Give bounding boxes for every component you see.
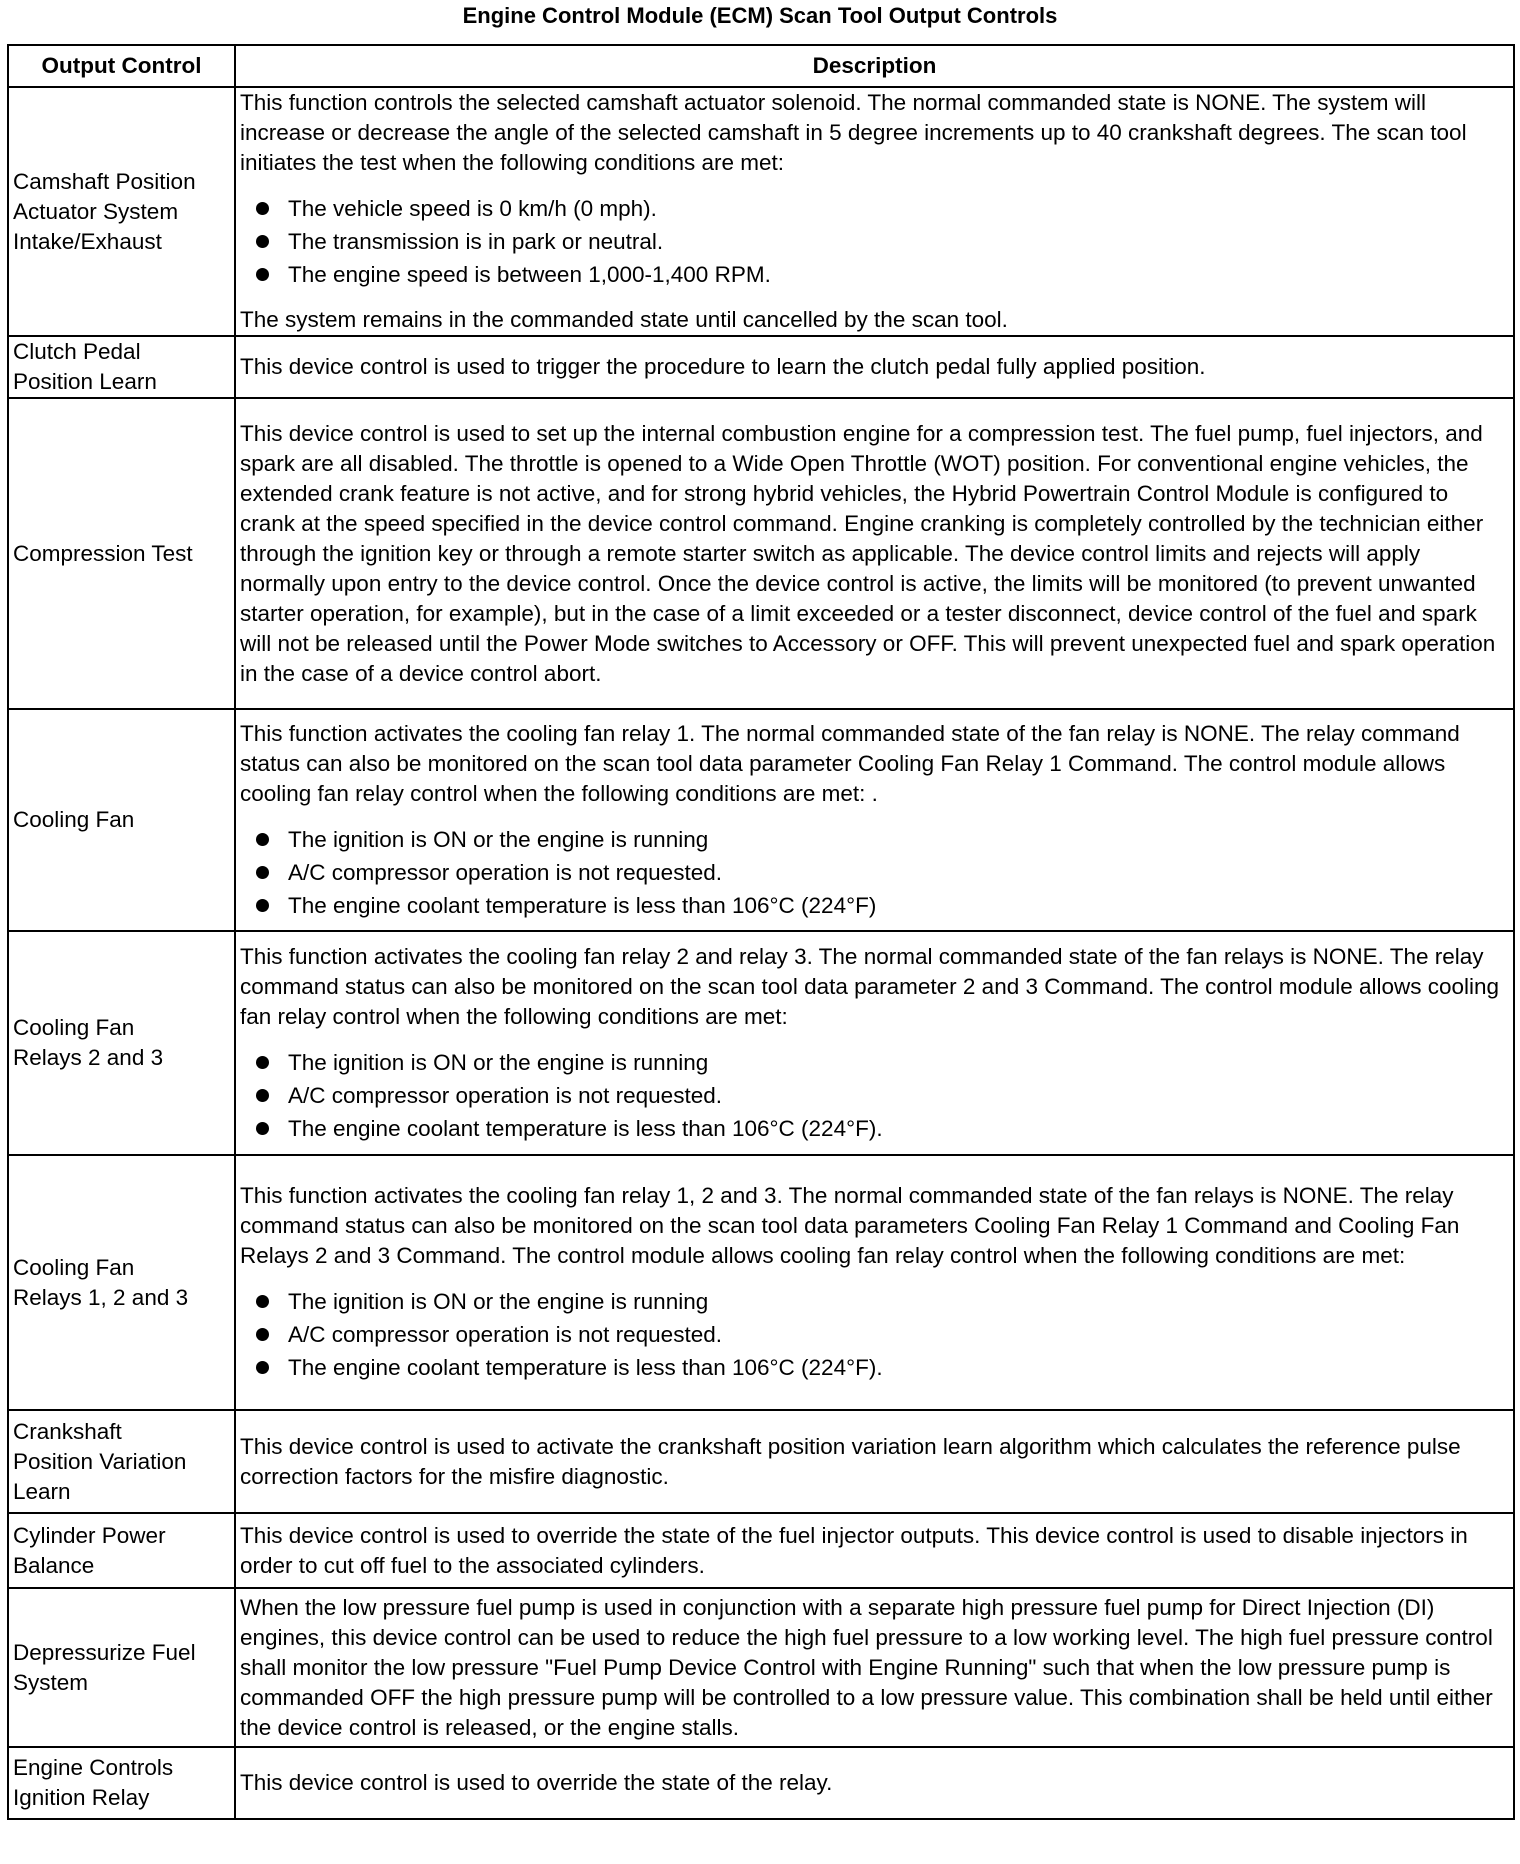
column-header-description: Description	[235, 45, 1514, 87]
output-control-name: Cooling Fan Relays 2 and 3	[8, 931, 235, 1155]
list-item	[252, 1112, 1507, 1145]
condition-list	[240, 192, 1507, 291]
column-header-output-control: Output Control	[8, 45, 235, 87]
page-title: Engine Control Module (ECM) Scan Tool Output Controls	[462, 3, 1058, 28]
list-item	[252, 1079, 1507, 1112]
output-control-name: Clutch Pedal Position Learn	[8, 336, 235, 398]
description-text: This device control is used to override the state of the relay.	[240, 1770, 833, 1795]
bullet-icon	[256, 833, 269, 846]
list-item-text: The ignition is ON or the engine is running	[288, 826, 709, 852]
bullet-icon	[256, 1122, 269, 1135]
table-row	[8, 398, 1514, 709]
list-item-text: The engine coolant temperature is less than 106°C (224°F).	[288, 1355, 883, 1380]
list-item	[252, 225, 1507, 258]
output-control-name: Cooling Fan	[8, 709, 235, 931]
description-cell	[235, 336, 1514, 398]
description-text: This function activates the cooling fan relay 1, 2 and 3. The normal commanded state of the fan relays is NONE. The relay command status can also be monitored on the scan tool data parameters Cooling Fan Relay 1 Command and Cooling Fan Relays 2 and 3 Command. The control module allows cooling fan relay control when the following conditions are met:	[240, 1183, 1460, 1268]
list-item-text: A/C compressor operation is not requested.	[288, 1082, 722, 1108]
list-item	[252, 889, 1507, 922]
table-row	[8, 1513, 1514, 1588]
bullet-icon	[256, 1089, 269, 1102]
bullet-icon	[256, 1295, 269, 1308]
bullet-icon	[256, 1056, 269, 1069]
table-row	[8, 1155, 1514, 1410]
list-item	[252, 856, 1507, 889]
output-control-name: Depressurize Fuel System	[8, 1588, 235, 1747]
description-cell	[235, 1410, 1514, 1513]
output-control-name: Engine Controls Ignition Relay	[8, 1747, 235, 1819]
list-item-text: The transmission is in park or neutral.	[288, 229, 664, 254]
output-control-name: Crankshaft Position Variation Learn	[8, 1410, 235, 1513]
description-text: This function activates the cooling fan relay 1. The normal commanded state of the fan relay is NONE. The relay command status can also be monitored on the scan tool data parameter Cooling Fan Relay 1 Command. The control module allows cooling fan relay control when the following conditions are met: .	[240, 720, 1460, 806]
bullet-icon	[256, 268, 269, 281]
list-item	[252, 1351, 1507, 1384]
description-cell	[235, 1513, 1514, 1588]
description-cell	[235, 1155, 1514, 1410]
list-item	[252, 823, 1507, 856]
list-item-text: The vehicle speed is 0 km/h (0 mph).	[288, 196, 657, 221]
bullet-icon	[256, 235, 269, 248]
list-item-text: The engine coolant temperature is less than 106°C (224°F)	[288, 892, 877, 918]
table-header-row	[8, 45, 1514, 87]
bullet-icon	[256, 866, 269, 879]
list-item-text: The ignition is ON or the engine is running	[288, 1289, 709, 1314]
description-text: The system remains in the commanded state until cancelled by the scan tool.	[240, 307, 1008, 332]
table-row	[8, 1410, 1514, 1513]
list-item-text: A/C compressor operation is not requested.	[288, 859, 722, 885]
bullet-icon	[256, 899, 269, 912]
bullet-icon	[256, 1361, 269, 1374]
condition-list	[240, 1046, 1507, 1145]
list-item	[252, 192, 1507, 225]
list-item-text: The ignition is ON or the engine is running	[288, 1049, 709, 1075]
list-item	[252, 1285, 1507, 1318]
description-text: This function activates the cooling fan relay 2 and relay 3. The normal commanded state of the fan relays is NONE. The relay command status can also be monitored on the scan tool data parameter 2 and 3 Command. The control module allows cooling fan relay control when the following conditions are met:	[240, 943, 1500, 1029]
bullet-icon	[256, 1328, 269, 1341]
description-text: This device control is used to trigger the procedure to learn the clutch pedal fully applied position.	[240, 354, 1206, 379]
description-text: This device control is used to activate the crankshaft position variation learn algorithm which calculates the reference pulse correction factors for the misfire diagnostic.	[240, 1433, 1461, 1489]
list-item-text: A/C compressor operation is not requested.	[288, 1322, 722, 1347]
list-item	[252, 258, 1507, 291]
output-controls-table	[7, 44, 1515, 1820]
list-item-text: The engine coolant temperature is less than 106°C (224°F).	[288, 1115, 883, 1141]
table-row	[8, 336, 1514, 398]
list-item	[252, 1318, 1507, 1351]
output-control-name: Cooling Fan Relays 1, 2 and 3	[8, 1155, 235, 1410]
description-text: This device control is used to set up the internal combustion engine for a compression test. The fuel pump, fuel injectors, and spark are all disabled. The throttle is opened to a Wide Open Throttle (WOT) position. For conventional engine vehicles, the extended crank feature is not active, and for strong hybrid vehicles, the Hybrid Powertrain Control Module is configured to crank at the speed specified in the device control command. Engine cranking is completely controlled by the technician either through the ignition key or through a remote starter switch as applicable. The device control limits and rejects will apply normally upon entry to the device control. Once the device control is active, the limits will be monitored (to prevent unwanted starter operation, for example), but in the case of a limit exceeded or a tester disconnect, device control of the fuel and spark will not be released until the Power Mode switches to Accessory or OFF. This will prevent unexpected fuel and spark operation in the case of a device control abort.	[240, 420, 1496, 686]
output-control-name: Cylinder Power Balance	[8, 1513, 235, 1588]
description-text: When the low pressure fuel pump is used in conjunction with a separate high pressure fuel pump for Direct Injection (DI) engines, this device control can be used to reduce the high fuel pressure to a low working level. The high fuel pressure control shall monitor the low pressure "Fuel Pump Device Control with Engine Running" such that when the low pressure pump is commanded OFF the high pressure pump will be controlled to a low pressure value. This combination shall be held until either the device control is released, or the engine stalls.	[240, 1594, 1493, 1740]
table-row	[8, 931, 1514, 1155]
output-control-name: Camshaft Position Actuator System Intake/Exhaust	[8, 87, 235, 336]
description-text: This device control is used to override the state of the fuel injector outputs. This device control is used to disable injectors in order to cut off fuel to the associated cylinders.	[240, 1522, 1468, 1578]
table-row	[8, 1747, 1514, 1819]
description-cell	[235, 931, 1514, 1155]
list-item	[252, 1046, 1507, 1079]
description-cell	[235, 1747, 1514, 1819]
list-item-text: The engine speed is between 1,000-1,400 RPM.	[288, 262, 771, 287]
condition-list	[240, 823, 1507, 922]
description-text: This function controls the selected camshaft actuator solenoid. The normal commanded state is NONE. The system will increase or decrease the angle of the selected camshaft in 5 degree increments up to 40 crankshaft degrees. The scan tool initiates the test when the following conditions are met:	[240, 90, 1467, 175]
condition-list	[240, 1285, 1507, 1384]
table-row	[8, 1588, 1514, 1747]
description-cell	[235, 1588, 1514, 1747]
description-cell	[235, 398, 1514, 709]
output-control-name: Compression Test	[8, 398, 235, 709]
bullet-icon	[256, 202, 269, 215]
table-row	[8, 87, 1514, 336]
description-cell	[235, 87, 1514, 336]
description-cell	[235, 709, 1514, 931]
table-row	[8, 709, 1514, 931]
